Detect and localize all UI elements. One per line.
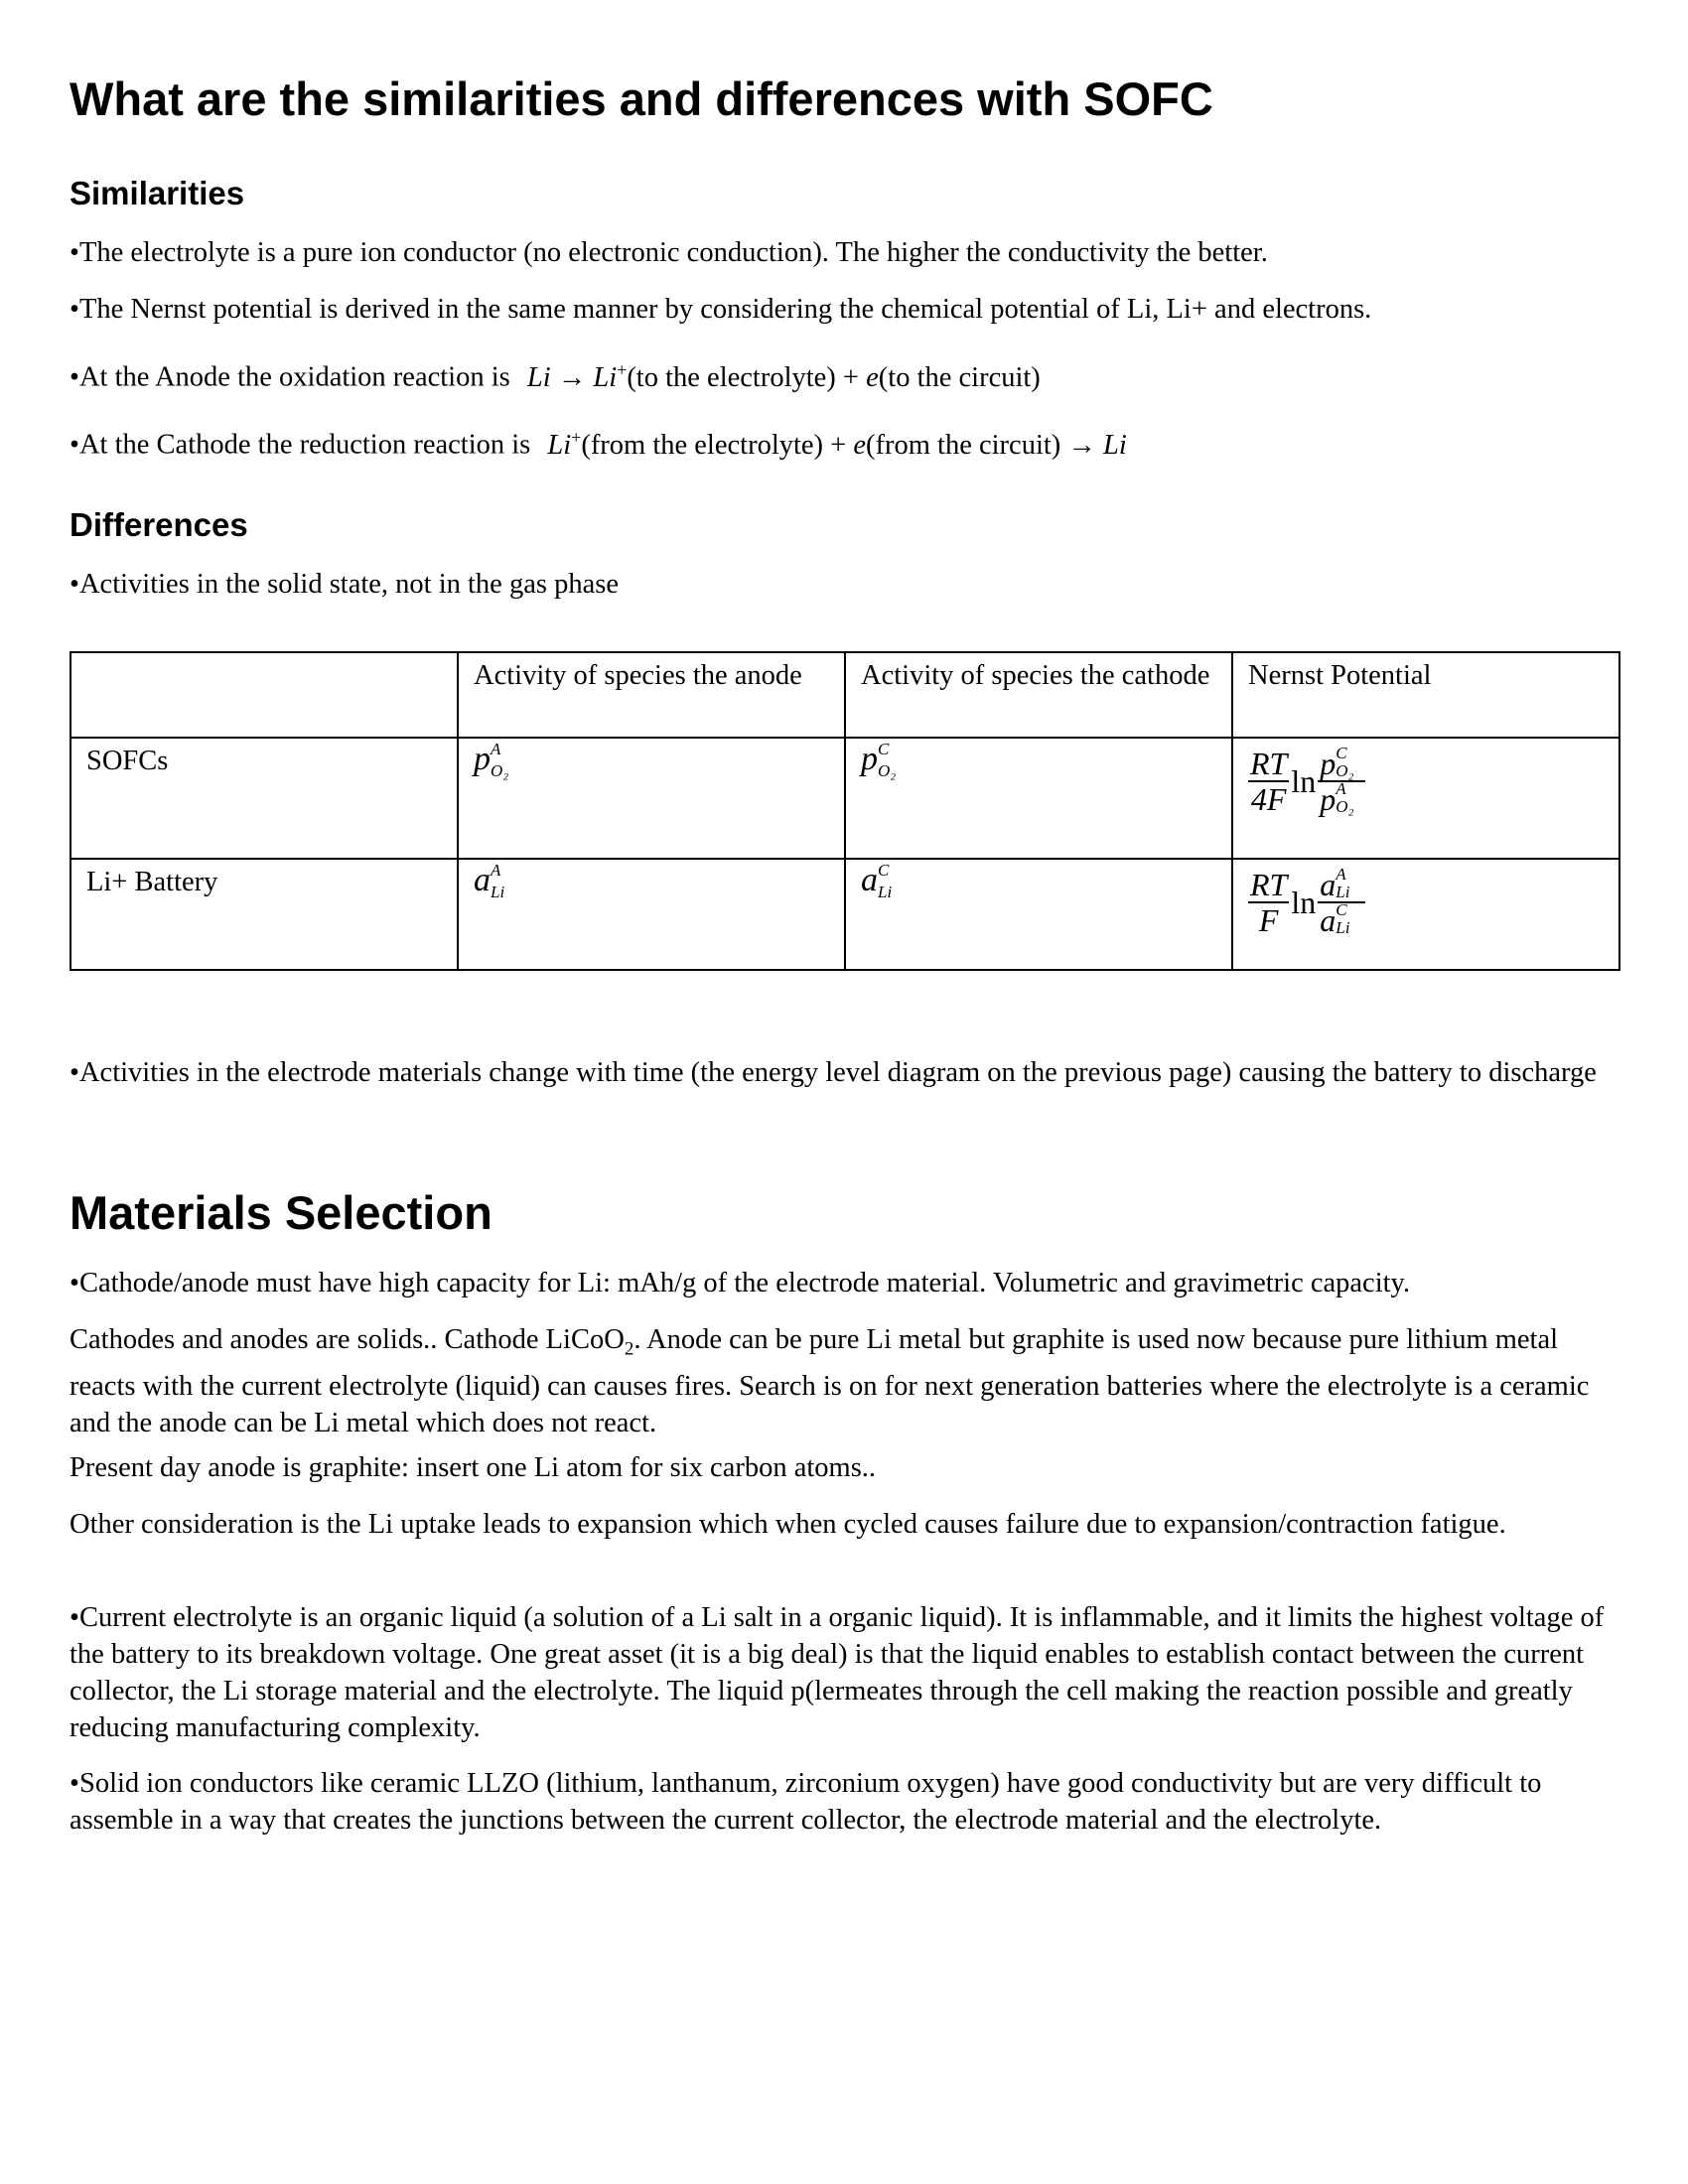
- ln-operator: ln: [1291, 762, 1317, 799]
- activity-comparison-table: [70, 651, 1620, 971]
- activity-superscript: A: [491, 861, 501, 880]
- activity-subscript: O₂: [491, 761, 509, 780]
- section-heading-similarities: Similarities: [70, 175, 245, 211]
- sofc-nernst-potential: [1232, 738, 1619, 859]
- eq-plus: +: [830, 429, 847, 461]
- sofc-cathode-activity: [845, 738, 1232, 859]
- table-row: [70, 738, 1619, 859]
- similarities-bullet-1: •The electrolyte is a pure ion conductor (no electronic conduction). The higher the conductivity the better.: [70, 237, 1268, 268]
- eq-li: Li: [526, 361, 551, 393]
- li-anode-activity: [458, 859, 845, 970]
- eq-from-electrolyte: (from the electrolyte): [581, 429, 824, 461]
- eq-arrow: →: [557, 361, 587, 393]
- eq-li-ion: Li: [547, 429, 572, 461]
- similarities-bullet-2: •The Nernst potential is derived in the same manner by considering the chemical potential of Li, Li+ and electrons.: [70, 294, 1372, 325]
- materials-paragraph-5: •Current electrolyte is an organic liquid (a solution of a Li salt in a organic liquid). It is inflammable, and it limits the highest voltage of the battery to its breakdown voltage. One great asset (it is a big deal) is that the liquid enables to establish contact between the current collector, the Li storage material and the electrolyte. The liquid p(lermeates through the cell making the reaction possible and greatly reducing manufacturing complexity.: [70, 1602, 1605, 1743]
- table-header-cell: Nernst Potential: [1232, 652, 1619, 738]
- materials-paragraph-3: Present day anode is graphite: insert one Li atom for six carbon atoms..: [70, 1452, 877, 1483]
- eq-plus-sup: +: [617, 359, 628, 379]
- activity-subscript: O₂: [878, 761, 897, 780]
- materials-paragraph-4: Other consideration is the Li uptake leads to expansion which when cycled causes failure due to expansion/contraction fatigue.: [70, 1509, 1506, 1540]
- ln-operator: ln: [1291, 884, 1317, 920]
- differences-bullet-2: •Activities in the electrode materials change with time (the energy level diagram on the previous page) causing the battery to discharge: [70, 1057, 1597, 1088]
- activity-symbol: a: [474, 862, 491, 898]
- table-row: [70, 859, 1619, 970]
- rt-fraction: $\frac{RT}{4F}$: [1250, 746, 1288, 817]
- materials-paragraph-2: Cathodes and anodes are solids.. Cathode LiCoO$_2$. Anode can be pure Li metal but graphite is used now because pure lithium metal reacts with the current electrolyte (liquid) can causes fires. Search is on for next generation batteries where the electrolyte is a ceramic and the anode can be Li metal which does not react.: [70, 1324, 1590, 1438]
- cathode-reaction-equation: [547, 427, 1127, 461]
- materials-paragraph-6: •Solid ion conductors like ceramic LLZO (lithium, lanthanum, zirconium oxygen) have good conductivity but are very difficult to assemble in a way that creates the junctions between the current collector, the electrode material and the electrolyte.: [70, 1768, 1542, 1836]
- section-heading-materials: Materials Selection: [70, 1186, 492, 1239]
- eq-plus: +: [842, 361, 859, 393]
- eq-li: Li: [1103, 429, 1127, 461]
- table-header-cell: Activity of species the anode: [458, 652, 845, 738]
- eq-electron: e: [866, 361, 879, 393]
- activity-symbol: p: [474, 741, 491, 777]
- section-heading-differences: Differences: [70, 506, 248, 543]
- page-title: What are the similarities and differences with SOFC: [70, 72, 1213, 125]
- similarities-bullet-4: [70, 419, 1618, 464]
- nernst-formula: [1248, 865, 1365, 938]
- table-header-cell: Activity of species the cathode: [845, 652, 1232, 738]
- row-label-li-battery: Li+ Battery: [70, 859, 458, 970]
- eq-to-circuit: (to the circuit): [878, 361, 1041, 393]
- differences-bullet-1: •Activities in the solid state, not in the gas phase: [70, 569, 619, 600]
- activity-superscript: C: [878, 861, 890, 880]
- activity-superscript: A: [491, 740, 501, 758]
- anode-reaction-label: •At the Anode the oxidation reaction is: [70, 361, 510, 393]
- pressure-ratio: p C O₂ p A O₂: [1318, 747, 1365, 816]
- nernst-formula: [1248, 744, 1365, 817]
- eq-plus-sup: +: [571, 427, 582, 447]
- similarities-bullet-3: [70, 351, 1618, 396]
- activity-superscript: C: [878, 740, 890, 758]
- li-nernst-potential: [1232, 859, 1619, 970]
- li-cathode-activity: [845, 859, 1232, 970]
- eq-arrow: →: [1067, 429, 1096, 461]
- activity-symbol: p: [861, 741, 878, 777]
- activity-symbol: a: [861, 862, 878, 898]
- rt-fraction: $\frac{RT}{F}$: [1250, 867, 1288, 938]
- activity-ratio: a A Li a C Li: [1318, 868, 1365, 937]
- eq-to-electrolyte: (to the electrolyte): [627, 361, 836, 393]
- row-label-sofc: SOFCs: [70, 738, 458, 859]
- eq-li-ion: Li: [593, 361, 618, 393]
- activity-subscript: Li: [491, 883, 505, 901]
- table-header-cell: [70, 652, 458, 738]
- eq-electron: e: [853, 429, 867, 461]
- anode-reaction-equation: [526, 359, 1041, 393]
- cathode-reaction-label: •At the Cathode the reduction reaction is: [70, 429, 531, 461]
- eq-from-circuit: (from the circuit): [866, 429, 1061, 461]
- sofc-anode-activity: [458, 738, 845, 859]
- materials-paragraph-1: •Cathode/anode must have high capacity for Li: mAh/g of the electrode material. Volumetric and gravimetric capacity.: [70, 1268, 1411, 1298]
- activity-subscript: Li: [878, 883, 893, 901]
- table-header-row: [70, 652, 1619, 738]
